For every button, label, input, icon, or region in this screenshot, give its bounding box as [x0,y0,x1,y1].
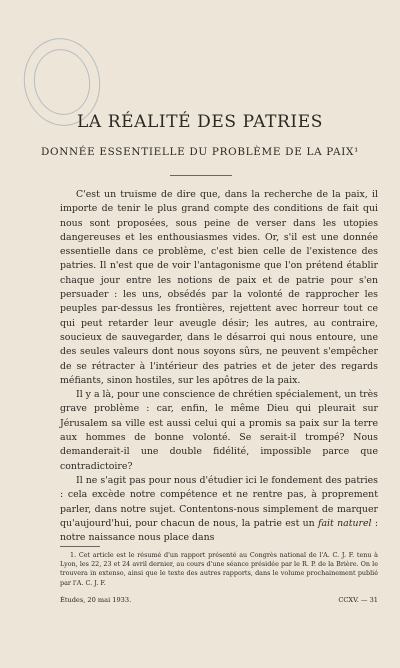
page-folio: CCXV. — 31 [338,596,378,604]
article-title: LA RÉALITÉ DES PATRIES [76,112,324,132]
page-footer [60,596,378,604]
title-rule [170,175,232,176]
paragraph-1: C'est un truisme de dire que, dans la recherche de la paix, il importe de tenir le plus grand compte des conditions de fait qui nous sont proposées, sous peine de verser dans les utopies dangereuses et les enthousiasmes vides. Or, s'il est une donnée essentielle dans ce problème, c'est bien celle de l'existence des patries. Il n'est que de voir l'antagonisme que l'on prétend établir chaque jour entre les notions de paix et de patrie pour s'en persuader : les uns, obsédés par la volonté de rapprocher les peuples par-dessus les frontières, rejettent avec horreur tout ce qui peut retarder leur aveugle désir; les autres, au contraire, soucieux de sauvegarder, dans le désarroi qui nous entoure, une des seules valeurs dont nous soyons sûrs, ne peuvent s'empêcher de se rétracter à l'intérieur des patries et de jeter des regards méfiants, sinon hostiles, sur les apôtres de la paix. [60,189,378,386]
footnote-rule [60,546,100,547]
article-subtitle: DONNÉE ESSENTIELLE DU PROBLÈME DE LA PAIX¹ [40,146,360,158]
paragraph-3 [60,474,378,545]
emphasis-fait-naturel: fait naturel [318,517,372,529]
issue-date: Études, 20 mai 1933. [60,596,132,604]
footnote: 1. Cet article est le résumé d'un rapport présenté au Congrès national de l'A. C. J. F. tenu à Lyon, les 22, 23 et 24 avril dernier, au cours d'une séance présidée par le R. P. de la Brière. On le trouvera in extenso, ainsi que le texte des autres rapports, dans le volume prochainement publié par l'A. C. J. F. [60,551,378,587]
article-body [60,188,378,545]
paragraph-2: Il y a là, pour une conscience de chrétien spécialement, un très grave problème : car, enfin, le même Dieu qui pleurait sur Jérusalem sa ville est aussi celui qui a promis sa paix sur la terre aux hommes de bonne volonté. Se serait-il trompé? Nous demanderait-il une double fidélité, impossible parce que contradictoire? [60,389,378,472]
paragraph-3-end: : notre naissance nous place dans [60,517,379,544]
paragraph-3-text: Il ne s'agit pas pour nous d'étudier ici le fondement des patries : cela excède notre compétence et ne rentre pas, à proprement parler, dans notre sujet. Contentons-nous simplement de marquer qu'aujourd'hui, pour chacun de nous, la patrie est un [60,474,378,529]
